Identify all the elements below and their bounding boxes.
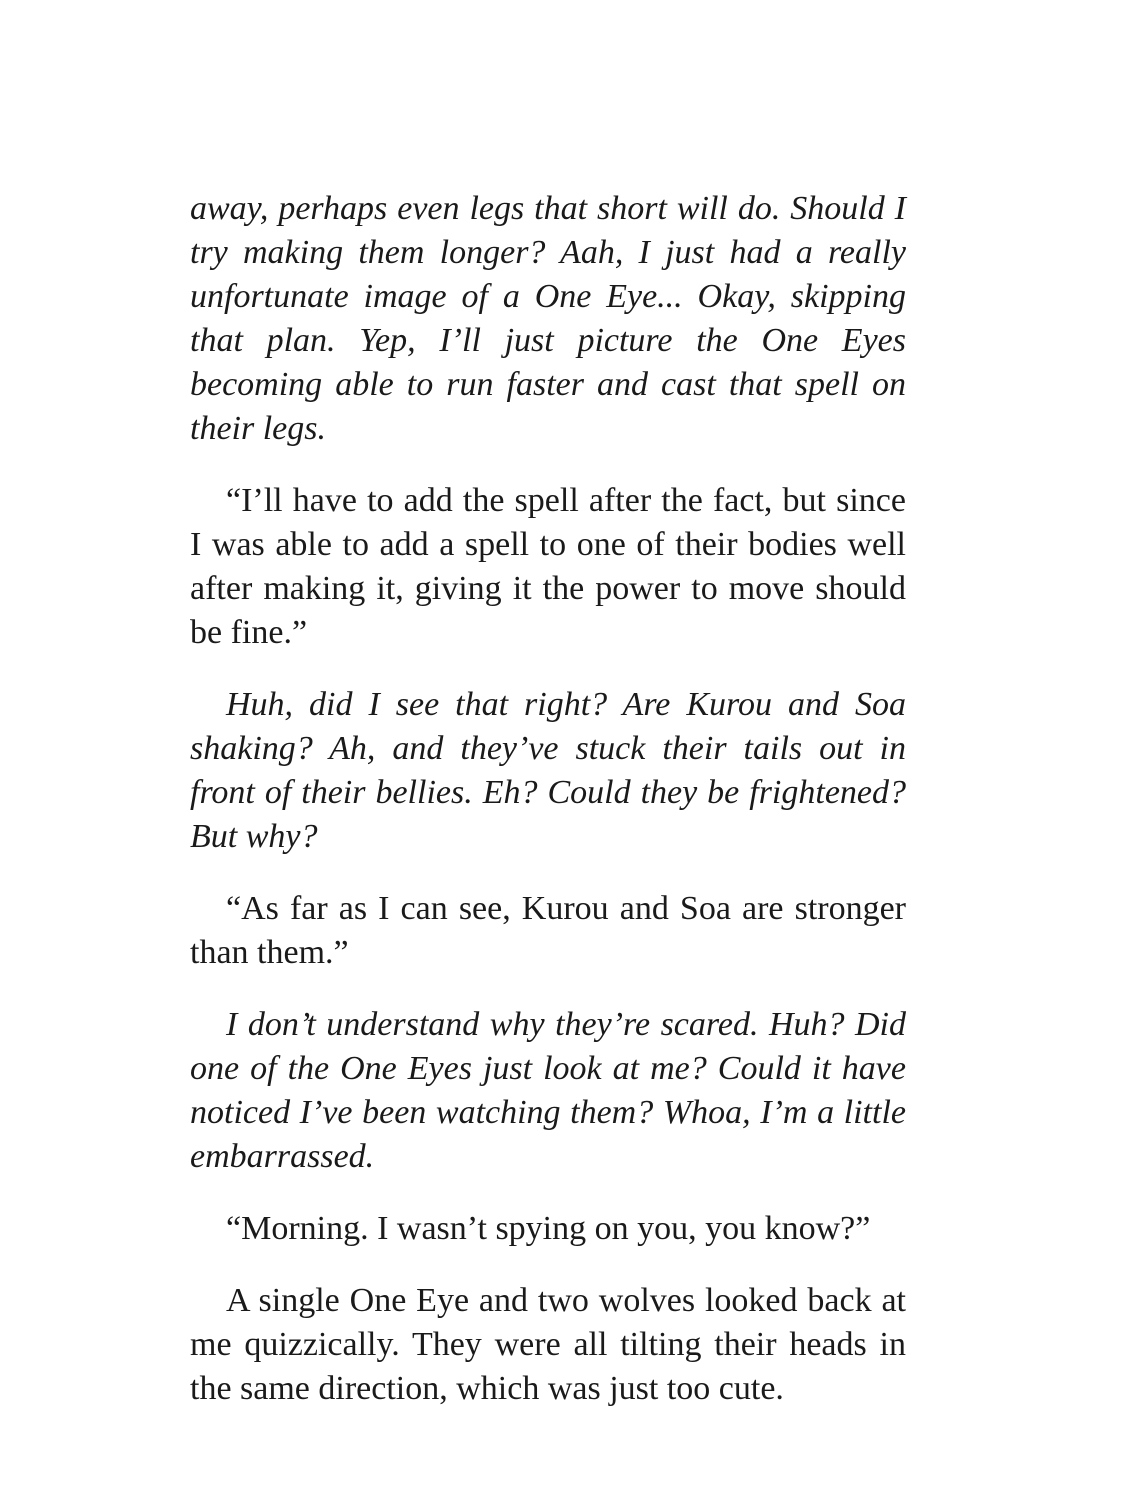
paragraph-3: Huh, did I see that right? Are Kurou and Soa shaking? Ah, and they’ve stuck their tails out in front of their bellies. Eh? Could they be frightened? But why? (190, 686, 906, 855)
book-page (190, 187, 906, 1439)
paragraph-6: “Morning. I wasn’t spying on you, you know?” (226, 1210, 871, 1247)
paragraph-2: “I’ll have to add the spell after the fact, but since I was able to add a spell to one of their bodies well after making it, giving it the power to move should be fine.” (190, 482, 906, 651)
paragraph-4: “As far as I can see, Kurou and Soa are stronger than them.” (190, 890, 906, 971)
paragraph-5: I don’t understand why they’re scared. Huh? Did one of the One Eyes just look at me? Could it have noticed I’ve been watching them? Whoa, I’m a little embarrassed. (190, 1006, 906, 1175)
paragraph-7: A single One Eye and two wolves looked back at me quizzically. They were all tilting their heads in the same direction, which was just too cute. (190, 1282, 906, 1407)
paragraph-1: away, perhaps even legs that short will do. Should I try making them longer? Aah, I just had a really unfortunate image of a One Eye... Okay, skipping that plan. Yep, I’ll just picture the One Eyes becoming able to run faster and cast that spell on their legs. (190, 190, 906, 447)
